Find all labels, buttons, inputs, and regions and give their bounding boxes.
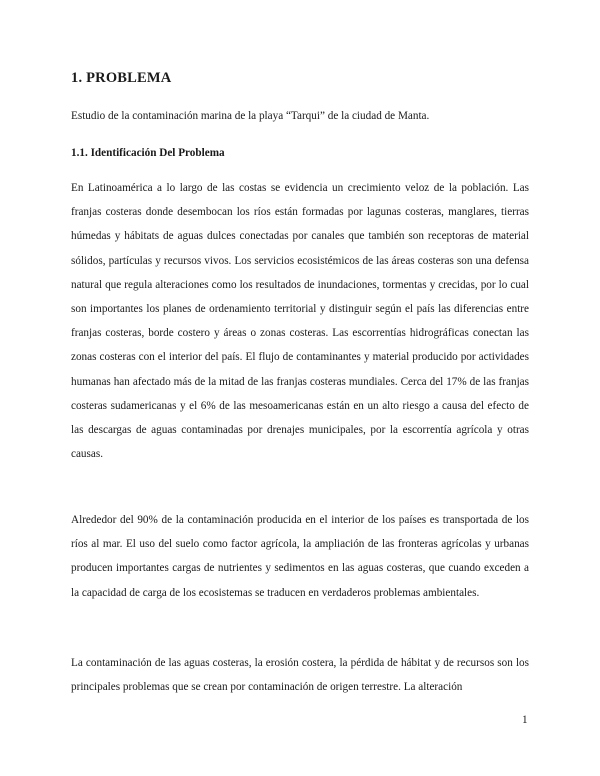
paragraph-2: Alrededor del 90% de la contaminación producida en el interior de los países es transportada de los ríos al mar. El uso del suelo como factor agrícola, la ampliación de las fronteras agrícolas y urbanas producen importantes cargas de nutrientes y sedimentos en las aguas costeras, que cuando exceden a la capacidad de carga de los ecosistemas se traducen en verdaderos problemas ambientales. bbox=[71, 514, 529, 599]
subsection-title: 1.1. Identificación Del Problema bbox=[71, 147, 225, 159]
paragraph-3: La contaminación de las aguas costeras, la erosión costera, la pérdida de hábitat y de recursos son los principales problemas que se crean por contaminación de origen terrestre. La alteración bbox=[71, 657, 529, 694]
page-number: 1 bbox=[522, 714, 528, 726]
paragraph-1: En Latinoamérica a lo largo de las costas se evidencia un crecimiento veloz de la población. Las franjas costeras donde desembocan los ríos están formadas por lagunas costeras, manglares, tierras húmedas y hábitats de aguas dulces conectadas por canales que también son receptoras de material sólidos, partículas y recursos vivos. Los servicios ecosistémicos de las áreas costeras son una defensa natural que regula alteraciones como los resultados de inundaciones, tormentas y crecidas, por lo cual son importantes los planes de ordenamiento territorial y distinguir según el país las diferencias entre franjas costeras, borde costero y áreas o zonas costeras. Las escorrentías hidrográficas conectan las zonas costeras con el interior del país. El flujo de contaminantes y material producido por actividades humanas han afectado más de la mitad de las franjas costeras mundiales. Cerca del 17% de las franjas costeras sudamericanas y el 6% de las mesoamericanas están en un alto riesgo a causa del efecto de las descargas de aguas contaminadas por drenajes municipales, por la escorrentía agrícola y otras causas. bbox=[71, 182, 529, 461]
section-title: 1. PROBLEMA bbox=[71, 70, 172, 86]
document-subtitle: Estudio de la contaminación marina de la playa “Tarqui” de la ciudad de Manta. bbox=[71, 110, 430, 122]
